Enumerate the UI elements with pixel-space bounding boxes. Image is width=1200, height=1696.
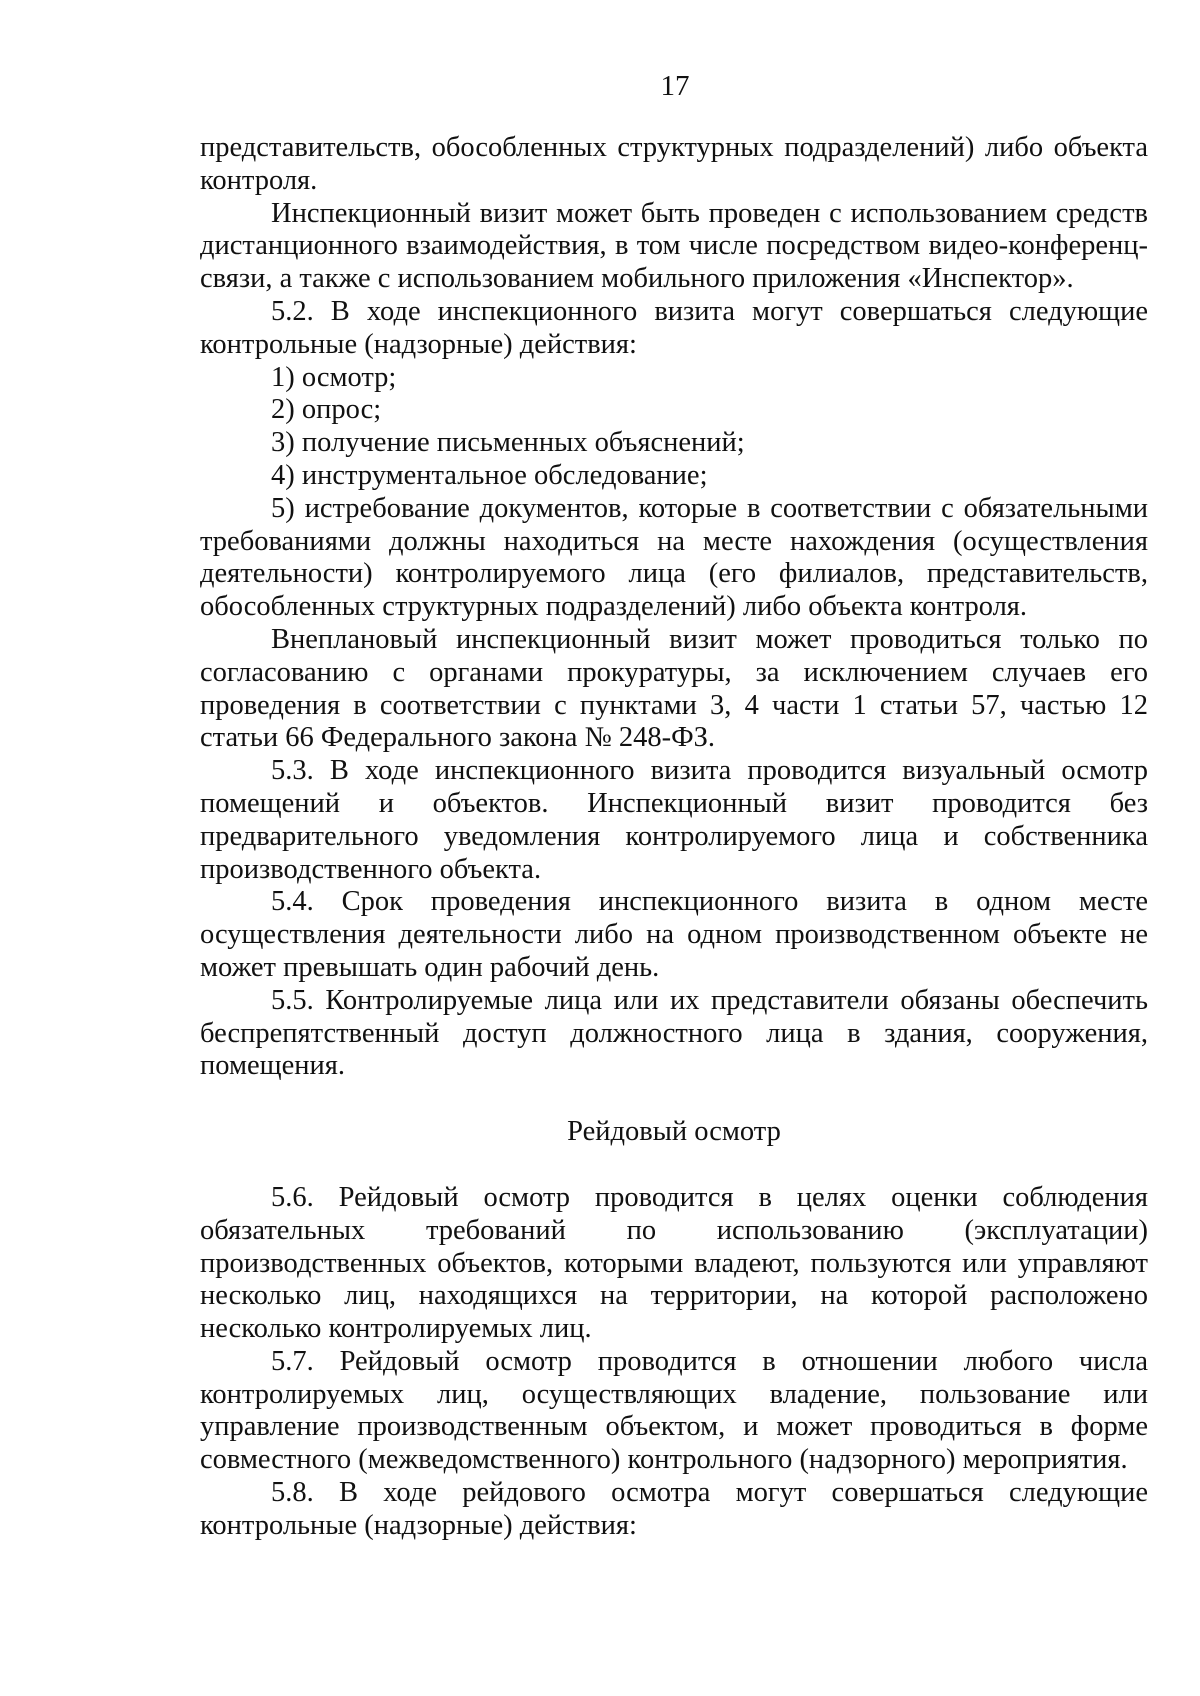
paragraph-5-3: 5.3. В ходе инспекционного визита проводится визуальный осмотр помещений и объектов. Инспекционный визит проводится без предварительного уведомления контролируемого лица и собственника производственного объекта. xyxy=(200,755,1148,885)
section-heading: Рейдовый осмотр xyxy=(567,1116,781,1148)
paragraph-5-5: 5.5. Контролируемые лица или их представители обязаны обеспечить беспрепятственный доступ должностного лица в здания, сооружения, помещения. xyxy=(200,984,1148,1082)
paragraph-5-7: 5.7. Рейдовый осмотр проводится в отношении любого числа контролируемых лиц, осуществляющих владение, пользование или управление производственным объектом, и может проводиться в форме совместного (межведомственного) контрольного (надзорного) мероприятия. xyxy=(200,1345,1148,1476)
paragraph-unscheduled-visit: Внеплановый инспекционный визит может проводиться только по согласованию с органами прокуратуры, за исключением случаев его проведения в соответствии с пунктами 3, 4 части 1 статьи 57, частью 12 статьи 66 Федерального закона № 248-ФЗ. xyxy=(200,623,1148,754)
list-item-survey: 2) опрос; xyxy=(271,394,382,426)
page-number: 17 xyxy=(660,70,690,102)
list-item-document-request: 5) истребование документов, которые в соответствии с обязательными требованиями должны находиться на месте нахождения (осуществления деятельности) контролируемого лица (его филиалов, представительств, обособленных структурных подразделений) либо объекта контроля. xyxy=(200,492,1148,623)
paragraph-remote-visit: Инспекционный визит может быть проведен с использованием средств дистанционного взаимодействия, в том числе посредством видео-конференц-связи, а также с использованием мобильного приложения «Инспектор». xyxy=(200,197,1148,295)
paragraph-5-6: 5.6. Рейдовый осмотр проводится в целях оценки соблюдения обязательных требований по использованию (эксплуатации) производственных объектов, которыми владеют, пользуются или управляют несколько лиц, находящихся на территории, на которой расположено несколько контролируемых лиц. xyxy=(200,1181,1148,1345)
paragraph-5-8: 5.8. В ходе рейдового осмотра могут совершаться следующие контрольные (надзорные) действия: xyxy=(200,1477,1148,1541)
paragraph-5-4: 5.4. Срок проведения инспекционного визита в одном месте осуществления деятельности либо на одном производственном объекте не может превышать один рабочий день. xyxy=(200,886,1148,983)
paragraph-5-2: 5.2. В ходе инспекционного визита могут совершаться следующие контрольные (надзорные) действия: xyxy=(200,295,1148,360)
list-item-inspection: 1) осмотр; xyxy=(271,361,397,393)
document-body xyxy=(200,132,1148,1543)
list-item-written-explanations: 3) получение письменных объяснений; xyxy=(271,427,745,459)
paragraph-continuation: представительств, обособленных структурных подразделений) либо объекта контроля. xyxy=(200,132,1148,196)
list-item-instrumental-examination: 4) инструментальное обследование; xyxy=(271,459,708,491)
